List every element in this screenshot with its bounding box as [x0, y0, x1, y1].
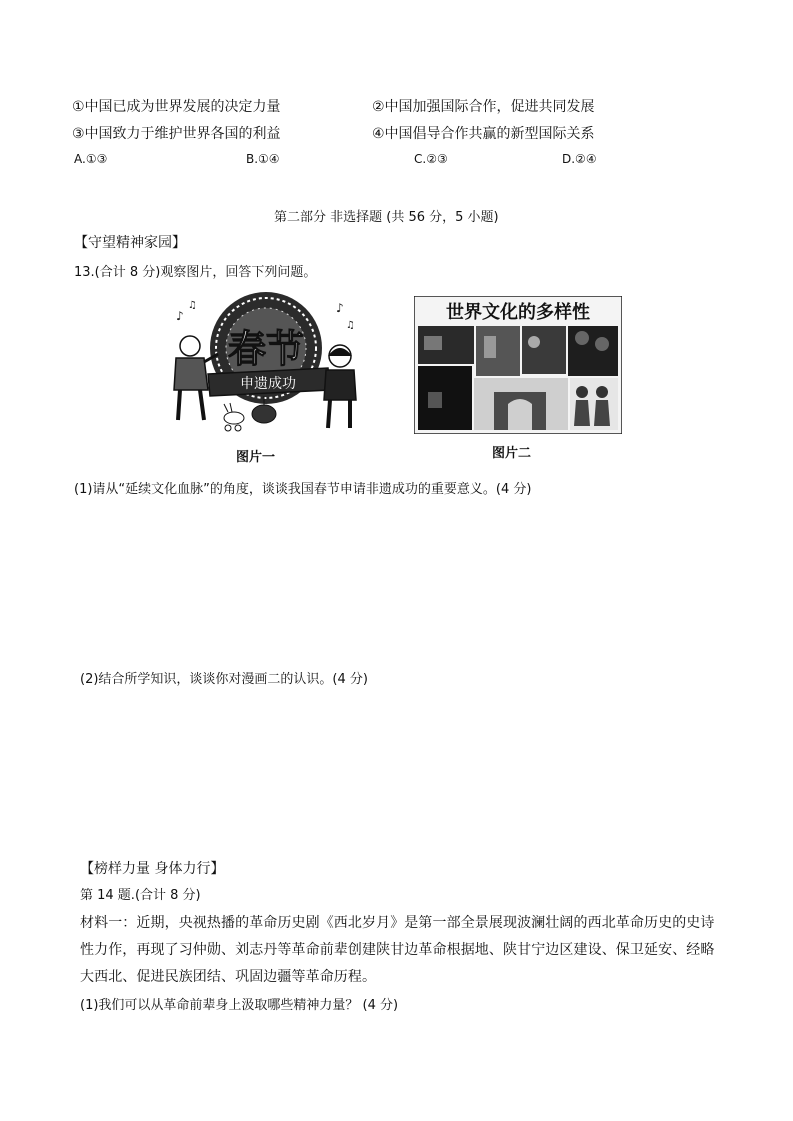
- q14-material-line-2: 性力作，再现了习仲勋、刘志丹等革命前辈创建陕甘边革命根据地、陕甘宁边区建设、保卫延安、经略: [80, 942, 715, 958]
- svg-text:♫: ♫: [188, 300, 197, 311]
- svg-text:♫: ♫: [346, 320, 355, 331]
- q14-material-line-3: 大西北、促进民族团结、巩固边疆等革命历程。: [80, 969, 377, 985]
- spring-festival-illustration: [168, 290, 358, 438]
- section-title-spirit: 【守望精神家园】: [74, 235, 186, 251]
- q14-subquestion-1: (1)我们可以从革命前辈身上汲取哪些精神力量？ (4 分): [80, 998, 399, 1013]
- svg-text:♪: ♪: [336, 301, 344, 315]
- part2-heading: 第二部分 非选择题 (共 56 分，5 小题): [274, 210, 499, 225]
- figure-cultural-diversity-collage: [414, 296, 622, 434]
- choice-b: B.①④: [246, 152, 280, 166]
- banner-text-spring-festival: 春节: [227, 326, 305, 371]
- cultural-diversity-illustration: [414, 296, 622, 434]
- choice-c: C.②③: [414, 152, 448, 166]
- q12-statement-4: ④中国倡导合作共赢的新型国际关系: [372, 126, 595, 142]
- svg-text:♪: ♪: [176, 309, 184, 323]
- collage-photo-2: [476, 326, 520, 376]
- collage-photo-4: [568, 326, 618, 376]
- choice-d: D.②④: [562, 152, 597, 166]
- figure1-caption: 图片一: [236, 450, 276, 465]
- collage-photo-arch: [474, 378, 568, 430]
- q13-subquestion-1: (1)请从“延续文化血脉”的角度，谈谈我国春节申请非遗成功的重要意义。(4 分): [74, 482, 532, 497]
- q14-material-line-1: 材料一：近期，央视热播的革命历史剧《西北岁月》是第一部全景展现波澜壮阔的西北革命历史的史诗: [80, 915, 715, 931]
- q13-subquestion-2: (2)结合所学知识，谈谈你对漫画二的认识。(4 分): [80, 672, 368, 687]
- collage-photo-3: [522, 326, 566, 374]
- choice-a: A.①③: [74, 152, 108, 166]
- q12-statement-3: ③中国致力于维护世界各国的利益: [72, 126, 281, 142]
- rabbit-lantern-icon: [224, 412, 244, 424]
- collage-title: 世界文化的多样性: [446, 302, 590, 323]
- q14-stem: 第 14 题.(合计 8 分): [80, 888, 201, 903]
- person-left-head: [180, 336, 200, 356]
- collage-photo-5: [418, 366, 472, 430]
- ribbon-text-heritage: 申遗成功: [240, 376, 296, 392]
- figure2-caption: 图片二: [492, 446, 532, 461]
- figure-spring-festival-cartoon: [168, 290, 358, 438]
- q13-stem: 13.(合计 8 分)观察图片，回答下列问题。: [74, 265, 317, 280]
- q12-statement-1: ①中国已成为世界发展的决定力量: [72, 99, 281, 115]
- lantern-icon: [252, 405, 276, 423]
- section-title-role-model: 【榜样力量 身体力行】: [80, 861, 225, 877]
- q12-statement-2: ②中国加强国际合作，促进共同发展: [372, 99, 595, 115]
